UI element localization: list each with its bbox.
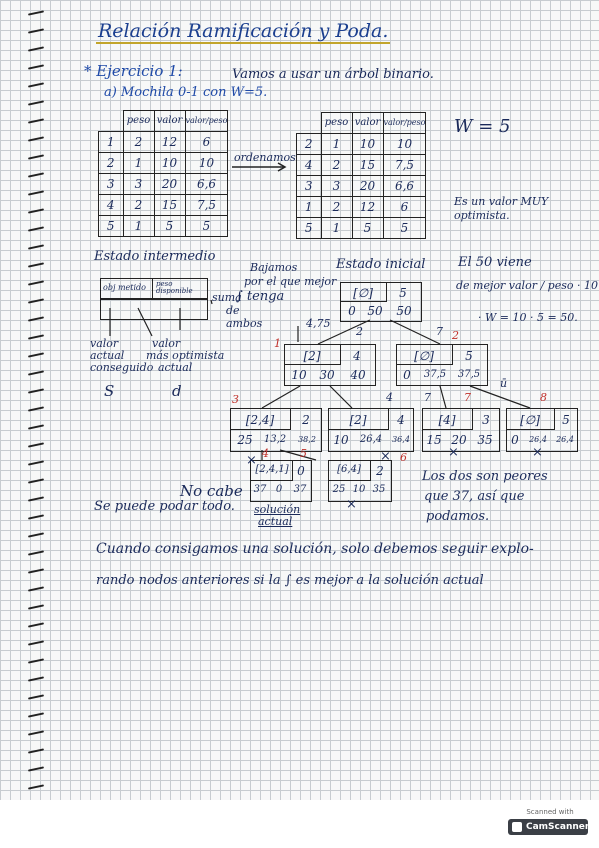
table-cell: 7,5 bbox=[185, 194, 228, 215]
prune-cross-icon: × bbox=[246, 453, 257, 468]
table-cell: 4 bbox=[297, 154, 322, 175]
node-weight: 0 bbox=[297, 464, 305, 478]
conclusion-line2: rando nodos anteriores si la ∫ es mejor a la solución actual bbox=[96, 573, 484, 588]
table-cell: 12 bbox=[154, 131, 185, 152]
table-cell: 5 bbox=[185, 215, 228, 236]
scanned-with-label: Scanned with bbox=[526, 808, 574, 816]
subsection-heading: a) Mochila 0-1 con W=5. bbox=[104, 85, 268, 100]
legend-valor-opt-3: actual bbox=[158, 361, 193, 374]
node-value: 0 bbox=[348, 304, 356, 318]
bajamos-line2: por el que mejor bbox=[244, 275, 337, 288]
table-cell: 1 bbox=[321, 133, 352, 154]
table-cell: 20 bbox=[154, 173, 185, 194]
node-weight: 5 bbox=[399, 286, 407, 300]
node-value: 10 bbox=[333, 433, 349, 447]
node-objects: [∅] bbox=[520, 413, 540, 427]
node-weight: 4 bbox=[397, 413, 405, 427]
camscanner-logo bbox=[508, 819, 588, 835]
node-bound: 37 bbox=[293, 484, 307, 495]
intro-text: Vamos a usar un árbol binario. bbox=[232, 67, 434, 82]
node-value: 15 bbox=[426, 433, 442, 447]
node-order-label: 2 bbox=[452, 329, 459, 342]
initial-state-heading: Estado inicial bbox=[336, 257, 426, 272]
podar-label: Se puede podar todo. bbox=[94, 499, 235, 514]
table-cell: 2 bbox=[123, 131, 154, 152]
prune-cross-icon: × bbox=[532, 445, 543, 460]
node-weight: 5 bbox=[562, 413, 570, 427]
solucion-label-2: actual bbox=[258, 515, 293, 528]
scanner-watermark bbox=[504, 808, 588, 838]
conclusion-line1: Cuando consigamos una solución, solo debemos seguir explo- bbox=[96, 541, 534, 557]
optimist-note-line1: Es un valor MUY bbox=[454, 195, 549, 208]
los-dos-line3: podamos. bbox=[426, 509, 490, 524]
table-cell: 1 bbox=[123, 152, 154, 173]
node-objects: [2] bbox=[349, 413, 367, 427]
prune-cross-icon: × bbox=[448, 445, 459, 460]
legend-ambos: ambos bbox=[226, 317, 263, 330]
table-cell: 15 bbox=[352, 154, 383, 175]
node-optimistic: 30 bbox=[319, 368, 335, 382]
aux-mark: 7 bbox=[436, 325, 443, 338]
table-cell: 5 bbox=[154, 215, 185, 236]
legend-symbol-d: d bbox=[172, 382, 182, 400]
node-value: 25 bbox=[332, 484, 346, 495]
node-optimistic: 0 bbox=[275, 484, 283, 495]
table-cell: 12 bbox=[352, 196, 383, 217]
exercise-heading: * Ejercicio 1: bbox=[84, 62, 183, 80]
node-order-label: 7 bbox=[464, 391, 471, 404]
prune-cross-icon: × bbox=[346, 497, 357, 512]
column-header: valor bbox=[352, 113, 383, 134]
node-value: 0 bbox=[511, 433, 519, 447]
node-bound: 50 bbox=[396, 304, 412, 318]
node-weight: 3 bbox=[482, 413, 490, 427]
table-cell: 20 bbox=[352, 175, 383, 196]
intermediate-state-heading: Estado intermedio bbox=[94, 249, 216, 264]
node-weight: 2 bbox=[376, 464, 384, 478]
node-bound: 38,2 bbox=[298, 435, 316, 444]
node-weight: 5 bbox=[465, 349, 473, 363]
table-cell: 7,5 bbox=[383, 154, 426, 175]
node-value: 25 bbox=[237, 433, 253, 447]
node-optimistic: 50 bbox=[367, 304, 383, 318]
table-cell: 1 bbox=[297, 196, 322, 217]
node-order-label: 5 bbox=[300, 447, 307, 460]
legend-suma: suma bbox=[212, 291, 242, 304]
legend-valor-opt-2: más optimista bbox=[146, 349, 225, 362]
el50-line1: El 50 viene bbox=[458, 255, 532, 270]
aux-mark: 4 bbox=[386, 391, 393, 404]
table-cell: 3 bbox=[321, 175, 352, 196]
table-cell: 5 bbox=[352, 217, 383, 238]
table-cell: 3 bbox=[99, 173, 124, 194]
node-objects: [2,4,1] bbox=[255, 464, 289, 475]
table-cell: 3 bbox=[297, 175, 322, 196]
bajamos-line1: Bajamos bbox=[250, 261, 298, 274]
node-order-label: 8 bbox=[540, 391, 547, 404]
node-weight: 4 bbox=[353, 349, 361, 363]
table-cell: 6,6 bbox=[383, 175, 426, 196]
node-bound: 36,4 bbox=[392, 435, 410, 444]
capacity-label: W = 5 bbox=[454, 116, 511, 137]
node-bound: 40 bbox=[350, 368, 366, 382]
el50-line2: de mejor valor / peso · 10 bbox=[456, 279, 598, 292]
table-cell: 2 bbox=[321, 154, 352, 175]
node-bound: 26,4 bbox=[556, 435, 574, 444]
legend-peso: peso disponible bbox=[156, 280, 193, 295]
node-optimistic: 10 bbox=[352, 484, 366, 495]
aux-mark: 7 bbox=[424, 391, 431, 404]
node-value: 0 bbox=[403, 368, 411, 382]
camscanner-brand: CamScanner bbox=[526, 822, 590, 832]
table-cell: 10 bbox=[185, 152, 228, 173]
node-bound: 35 bbox=[372, 484, 386, 495]
camscanner-icon bbox=[512, 822, 522, 832]
no-cabe-label: No cabe bbox=[180, 482, 243, 500]
column-header: valor bbox=[154, 111, 185, 132]
aux-mark: 4,75 bbox=[306, 317, 331, 330]
node-bound: 37,5 bbox=[457, 369, 481, 380]
node-order-label: 1 bbox=[274, 337, 281, 350]
table-cell: 6 bbox=[383, 196, 426, 217]
table-cell: 4 bbox=[99, 194, 124, 215]
legend-symbol-s: S bbox=[104, 382, 115, 400]
table-cell: 1 bbox=[123, 215, 154, 236]
table-cell: 5 bbox=[383, 217, 426, 238]
table-cell: 2 bbox=[297, 133, 322, 154]
page-title: Relación Ramificación y Poda. bbox=[98, 20, 389, 42]
node-optimistic: 20 bbox=[451, 433, 467, 447]
el50-line3: · W = 10 · 5 = 50. bbox=[478, 311, 578, 324]
table-cell: 5 bbox=[99, 215, 124, 236]
table-cell: 6 bbox=[185, 131, 228, 152]
node-objects: [4] bbox=[438, 413, 456, 427]
legend-valor-actual-2: actual bbox=[90, 349, 125, 362]
column-header: valor/peso bbox=[383, 113, 426, 134]
table-cell: 15 bbox=[154, 194, 185, 215]
node-objects: [6,4] bbox=[337, 464, 361, 475]
node-optimistic: 37,5 bbox=[423, 369, 447, 380]
table-cell: 2 bbox=[123, 194, 154, 215]
node-optimistic: 26,4 bbox=[359, 434, 383, 445]
optimist-note-line2: optimista. bbox=[454, 209, 510, 222]
node-objects: [∅] bbox=[353, 286, 373, 300]
legend-valor-actual-3: conseguido bbox=[90, 361, 154, 374]
legend-de: de bbox=[226, 304, 240, 317]
node-weight: 2 bbox=[302, 413, 310, 427]
node-optimistic: 13,2 bbox=[263, 434, 287, 445]
los-dos-line1: Los dos son peores bbox=[422, 469, 548, 484]
node-order-label: 3 bbox=[232, 393, 239, 406]
node-value: 10 bbox=[291, 368, 307, 382]
table-cell: 5 bbox=[297, 217, 322, 238]
node-objects: [∅] bbox=[414, 349, 434, 363]
table-cell: 3 bbox=[123, 173, 154, 194]
table-cell: 1 bbox=[99, 131, 124, 152]
node-optimistic: 26,4 bbox=[529, 435, 547, 444]
table-cell: 2 bbox=[321, 196, 352, 217]
aux-mark: ū bbox=[500, 377, 508, 390]
node-value: 37 bbox=[253, 484, 267, 495]
node-order-label: 6 bbox=[400, 451, 407, 464]
ordenamos-label: ordenamos bbox=[234, 151, 296, 164]
node-objects: [2,4] bbox=[245, 413, 275, 427]
table-cell: 1 bbox=[321, 217, 352, 238]
node-order-label: 4 bbox=[262, 447, 269, 460]
column-header: peso bbox=[123, 111, 154, 132]
legend-valor-actual-1: valor bbox=[90, 337, 119, 350]
legend-obj: obj metido bbox=[103, 283, 146, 292]
aux-mark: 2 bbox=[356, 325, 363, 338]
node-objects: [2] bbox=[303, 349, 321, 363]
column-header: peso bbox=[321, 113, 352, 134]
table-cell: 6,6 bbox=[185, 173, 228, 194]
prune-cross-icon: × bbox=[380, 449, 391, 464]
table-cell: 2 bbox=[99, 152, 124, 173]
bajamos-line3: ∫ tenga bbox=[236, 289, 285, 304]
table-cell: 10 bbox=[352, 133, 383, 154]
table-cell: 10 bbox=[383, 133, 426, 154]
node-bound: 35 bbox=[477, 433, 493, 447]
solucion-label-1: solución bbox=[254, 503, 301, 516]
table-cell: 10 bbox=[154, 152, 185, 173]
los-dos-line2: que 37, así que bbox=[424, 489, 525, 504]
column-header: valor/peso bbox=[185, 111, 228, 132]
legend-valor-opt-1: valor bbox=[152, 337, 181, 350]
